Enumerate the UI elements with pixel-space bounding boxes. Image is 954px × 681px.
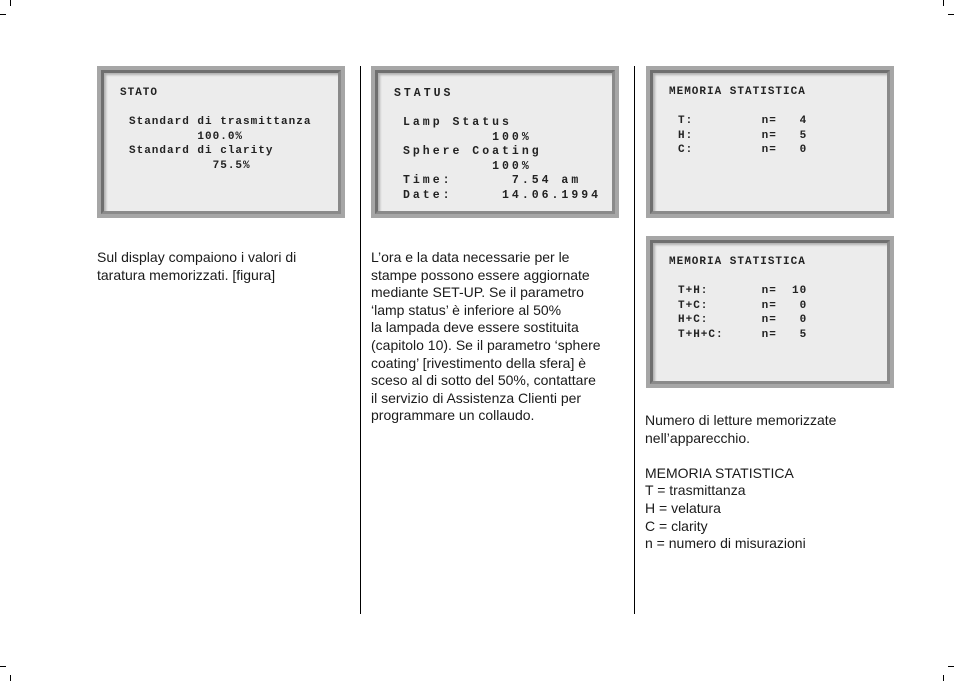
- crop-mark: [943, 675, 944, 681]
- display-line: Date: 14.06.1994: [403, 189, 602, 202]
- display-line: 75.5%: [129, 160, 251, 172]
- display-screen: [101, 70, 341, 214]
- column-divider: [634, 66, 635, 614]
- col1-text: Sul display compaiono i valori di taratura memorizzati. [figura]: [97, 249, 297, 283]
- display-line: Time: 7.54 am: [403, 174, 582, 187]
- crop-mark: [0, 14, 6, 15]
- crop-mark: [948, 666, 954, 667]
- display-line: T+H+C: n= 5: [678, 329, 808, 341]
- display-line: C: n= 0: [678, 144, 808, 156]
- display-line: Standard di clarity: [129, 145, 274, 157]
- display-title: STATO: [120, 87, 159, 99]
- display-line: T+C: n= 0: [678, 300, 808, 312]
- crop-mark: [943, 0, 944, 6]
- column-divider: [360, 66, 361, 614]
- col2-text: L’ora e la data necessarie per le stampe possono essere aggiornate mediante SET-UP. Se il parametro ‘lamp status’ è inferiore al 50% la lampada deve essere sostituita (capitolo 10). Se il parametro ‘sphere coating’ [rivestimento della sfera] è sceso al di sotto del 50%, contattare il servizio di Assistenza Clienti per programmare un collaudo.: [371, 249, 601, 424]
- crop-mark: [0, 666, 6, 667]
- status-display: [371, 66, 619, 218]
- stato-display: [97, 66, 345, 218]
- display-line: H+C: n= 0: [678, 314, 808, 326]
- crop-mark: [10, 0, 11, 6]
- display-screen: [650, 240, 890, 384]
- display-line: Lamp Status: [403, 116, 512, 129]
- crop-mark: [948, 14, 954, 15]
- display-line: Sphere Coating: [403, 145, 542, 158]
- display-line: 100.0%: [129, 131, 244, 143]
- display-title: STATUS: [394, 87, 454, 100]
- display-screen: [650, 70, 890, 214]
- memoria-statistica-display-2: [646, 236, 894, 388]
- display-title: MEMORIA STATISTICA: [669, 256, 806, 268]
- display-line: Standard di trasmittanza: [129, 116, 312, 128]
- display-screen: [375, 70, 615, 214]
- col3-text: Numero di letture memorizzate nell’apparecchio. MEMORIA STATISTICA T = trasmittanza H = velatura C = clarity n = numero di misurazioni: [645, 412, 837, 552]
- memoria-statistica-display-1: [646, 66, 894, 218]
- crop-mark: [10, 675, 11, 681]
- display-line: 100%: [403, 131, 532, 144]
- display-title: MEMORIA STATISTICA: [669, 86, 806, 98]
- display-line: H: n= 5: [678, 130, 808, 142]
- display-line: 100%: [403, 160, 532, 173]
- display-line: T: n= 4: [678, 115, 808, 127]
- display-line: T+H: n= 10: [678, 285, 808, 297]
